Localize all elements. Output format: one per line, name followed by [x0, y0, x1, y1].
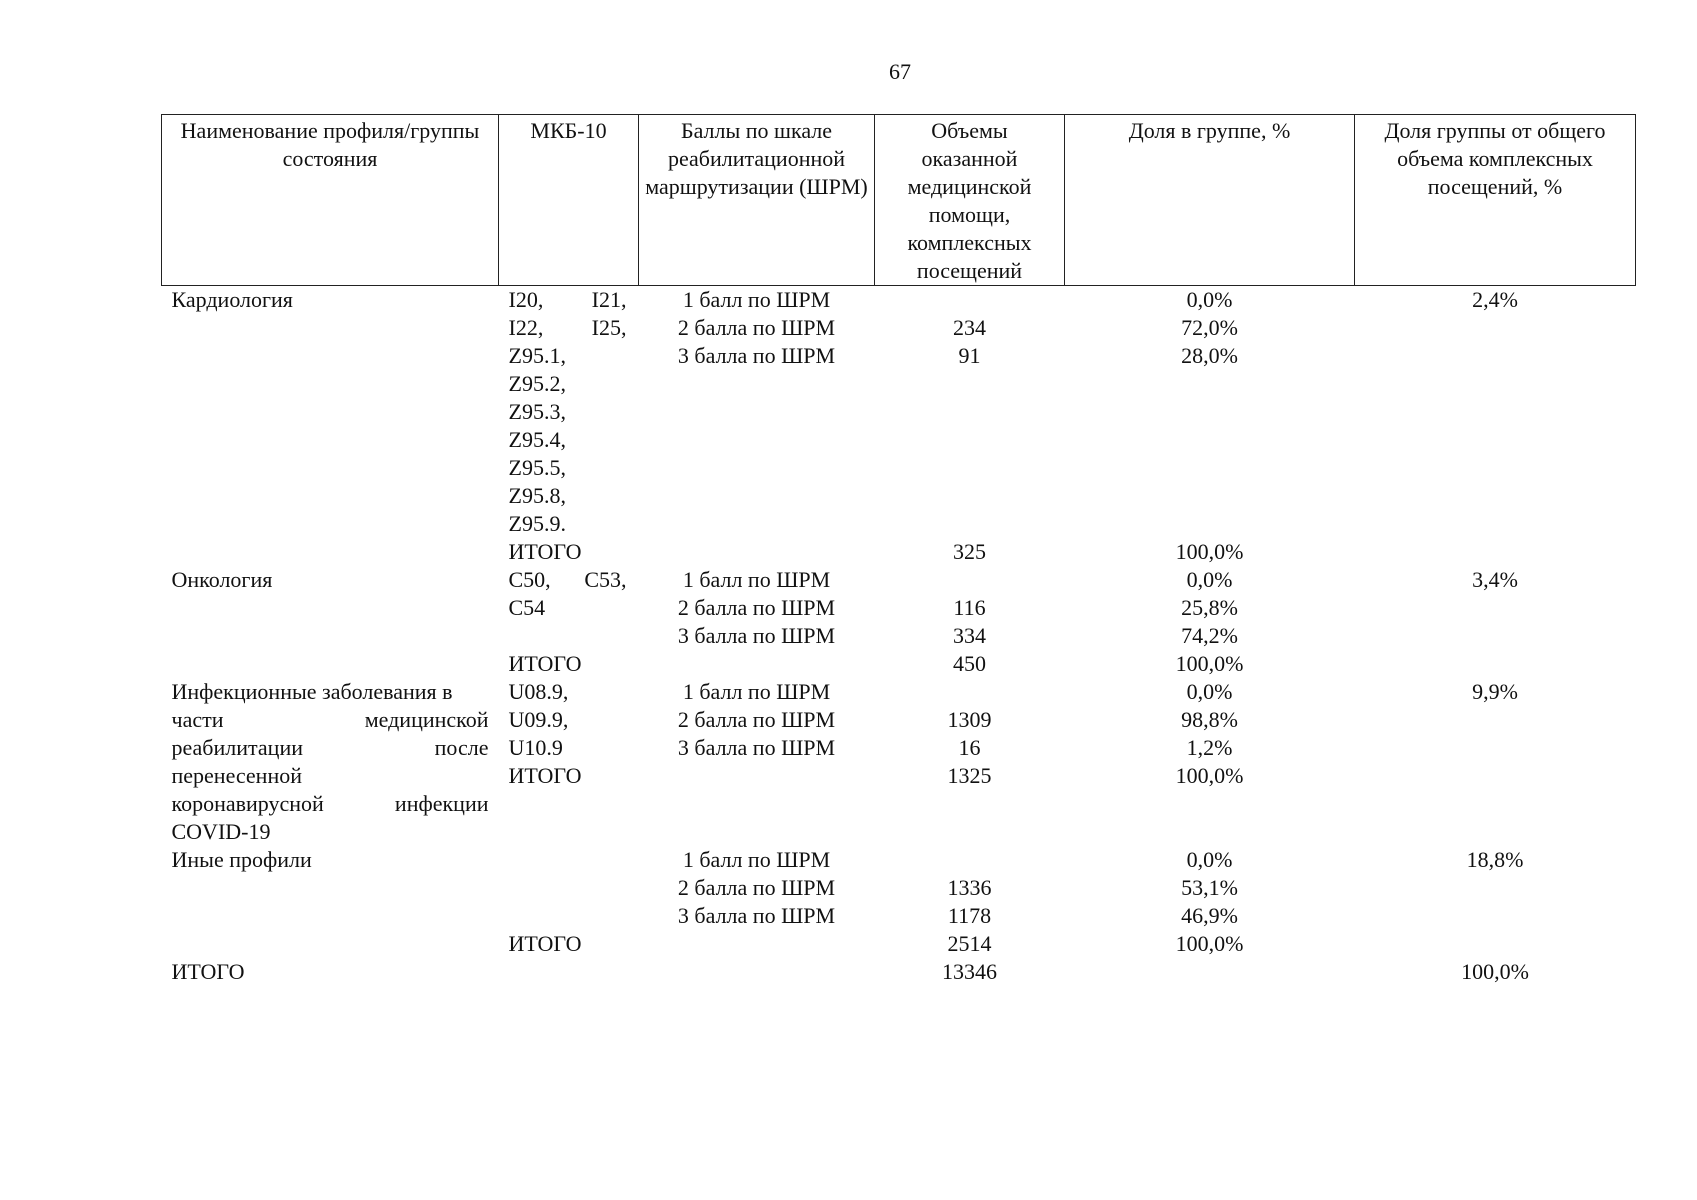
volume-cell: 450 — [953, 651, 986, 676]
table-row — [162, 706, 1636, 734]
header-volume: Объемы оказанной медицинской помощи, комплексных посещений — [875, 115, 1065, 286]
score-cell: 3 балла по ШРМ — [677, 343, 836, 368]
table-row — [162, 426, 1636, 454]
table-row — [162, 510, 1636, 538]
share-cell: 0,0% — [1186, 847, 1233, 872]
table-row — [162, 790, 1636, 818]
table-row — [162, 286, 1636, 315]
icd-codes: Z95.2, — [508, 371, 566, 396]
share-cell: 100,0% — [1175, 539, 1244, 564]
share-cell: 25,8% — [1181, 595, 1238, 620]
profile-name: Иные профили — [171, 847, 312, 872]
page-number: 67 — [889, 59, 911, 84]
table-row — [162, 398, 1636, 426]
group-share-cell: 18,8% — [1466, 847, 1524, 872]
header-group-share: Доля группы от общего объема комплексных посещений, % — [1355, 115, 1636, 286]
header-share: Доля в группе, % — [1065, 115, 1355, 286]
group-share-cell: 2,4% — [1472, 287, 1518, 312]
subtotal-label: ИТОГО — [508, 539, 582, 564]
header-profile: Наименование профиля/группы состояния — [162, 115, 499, 286]
score-cell: 2 балла по ШРМ — [677, 595, 836, 620]
table-row — [162, 818, 1636, 846]
table-row — [162, 762, 1636, 790]
table-row — [162, 538, 1636, 566]
share-cell: 53,1% — [1181, 875, 1238, 900]
volume-cell: 1325 — [947, 763, 992, 788]
table-row — [162, 874, 1636, 902]
volume-cell — [875, 286, 1065, 315]
table-row — [162, 370, 1636, 398]
profile-name: Онкология — [171, 567, 273, 592]
table-row — [162, 650, 1636, 678]
icd-codes: C50, C53, — [508, 567, 627, 592]
icd-codes: Z95.1, — [508, 343, 566, 368]
icd-codes: Z95.4, — [508, 427, 566, 452]
volume-cell: 1309 — [947, 707, 992, 732]
volume-cell: 334 — [953, 623, 986, 648]
score-cell: 1 балл по ШРМ — [682, 847, 831, 872]
profile-name: реабилитации после — [171, 735, 489, 760]
score-cell: 3 балла по ШРМ — [677, 623, 836, 648]
score-cell: 3 балла по ШРМ — [677, 735, 836, 760]
score-cell: 1 балл по ШРМ — [682, 679, 831, 704]
table-row — [162, 902, 1636, 930]
share-cell: 100,0% — [1175, 931, 1244, 956]
score-cell: 2 балла по ШРМ — [677, 875, 836, 900]
icd-codes: Z95.3, — [508, 399, 566, 424]
subtotal-label: ИТОГО — [508, 763, 582, 788]
icd-codes: C54 — [508, 595, 546, 620]
share-cell: 98,8% — [1181, 707, 1238, 732]
profile-name: Кардиология — [171, 287, 293, 312]
table-row — [162, 594, 1636, 622]
share-cell: 100,0% — [1175, 651, 1244, 676]
profile-name: части медицинской — [171, 707, 489, 732]
grand-total-volume: 13346 — [942, 959, 997, 984]
volume-cell: 1178 — [947, 903, 992, 928]
volume-cell: 1336 — [947, 875, 992, 900]
header-icd: МКБ-10 — [499, 115, 639, 286]
score-cell: 2 балла по ШРМ — [677, 707, 836, 732]
icd-codes: Z95.8, — [508, 483, 566, 508]
share-cell: 0,0% — [1186, 287, 1233, 312]
share-cell: 100,0% — [1175, 763, 1244, 788]
grand-total-share: 100,0% — [1461, 959, 1529, 984]
profile-name: коронавирусной инфекции — [171, 791, 489, 816]
table-row — [162, 734, 1636, 762]
table-row — [162, 930, 1636, 958]
volume-cell: 2514 — [947, 931, 992, 956]
table-row — [162, 454, 1636, 482]
grand-total-label: ИТОГО — [171, 959, 245, 984]
table-row — [162, 314, 1636, 342]
profile-name: Инфекционные заболевания в — [171, 679, 453, 704]
group-share-cell: 3,4% — [1472, 567, 1518, 592]
table-row — [162, 846, 1636, 874]
score-cell: 3 балла по ШРМ — [677, 903, 836, 928]
icd-codes: U10.9 — [508, 735, 563, 760]
table-row — [162, 482, 1636, 510]
table-row — [162, 342, 1636, 370]
score-cell: 1 балл по ШРМ — [682, 287, 831, 312]
subtotal-label: ИТОГО — [508, 931, 582, 956]
share-cell: 74,2% — [1181, 623, 1238, 648]
subtotal-label: ИТОГО — [508, 651, 582, 676]
share-cell: 0,0% — [1186, 567, 1233, 592]
score-cell: 2 балла по ШРМ — [677, 315, 836, 340]
grand-total-row — [162, 958, 1636, 986]
profile-name: COVID-19 — [171, 819, 271, 844]
table-row — [162, 622, 1636, 650]
volume-cell: 91 — [958, 343, 981, 368]
share-cell: 46,9% — [1181, 903, 1238, 928]
rehab-volume-table — [161, 114, 1636, 986]
icd-codes: Z95.5, — [508, 455, 566, 480]
profile-name: перенесенной — [171, 763, 303, 788]
icd-codes: U08.9, — [508, 679, 569, 704]
share-cell: 1,2% — [1186, 735, 1233, 760]
header-score: Баллы по шкале реабилитационной маршрутизации (ШРМ) — [639, 115, 875, 286]
table-row — [162, 566, 1636, 594]
icd-codes: I22, I25, — [508, 315, 627, 340]
icd-codes: I20, I21, — [508, 287, 627, 312]
table-row — [162, 678, 1636, 706]
icd-codes: Z95.9. — [508, 511, 566, 536]
volume-cell: 16 — [958, 735, 981, 760]
score-cell: 1 балл по ШРМ — [682, 567, 831, 592]
icd-codes: U09.9, — [508, 707, 569, 732]
share-cell: 28,0% — [1181, 343, 1238, 368]
share-cell: 0,0% — [1186, 679, 1233, 704]
volume-cell: 116 — [953, 595, 986, 620]
volume-cell: 234 — [953, 315, 986, 340]
table-header-row — [162, 115, 1636, 286]
volume-cell: 325 — [953, 539, 986, 564]
share-cell: 72,0% — [1181, 315, 1238, 340]
group-share-cell: 9,9% — [1472, 679, 1518, 704]
